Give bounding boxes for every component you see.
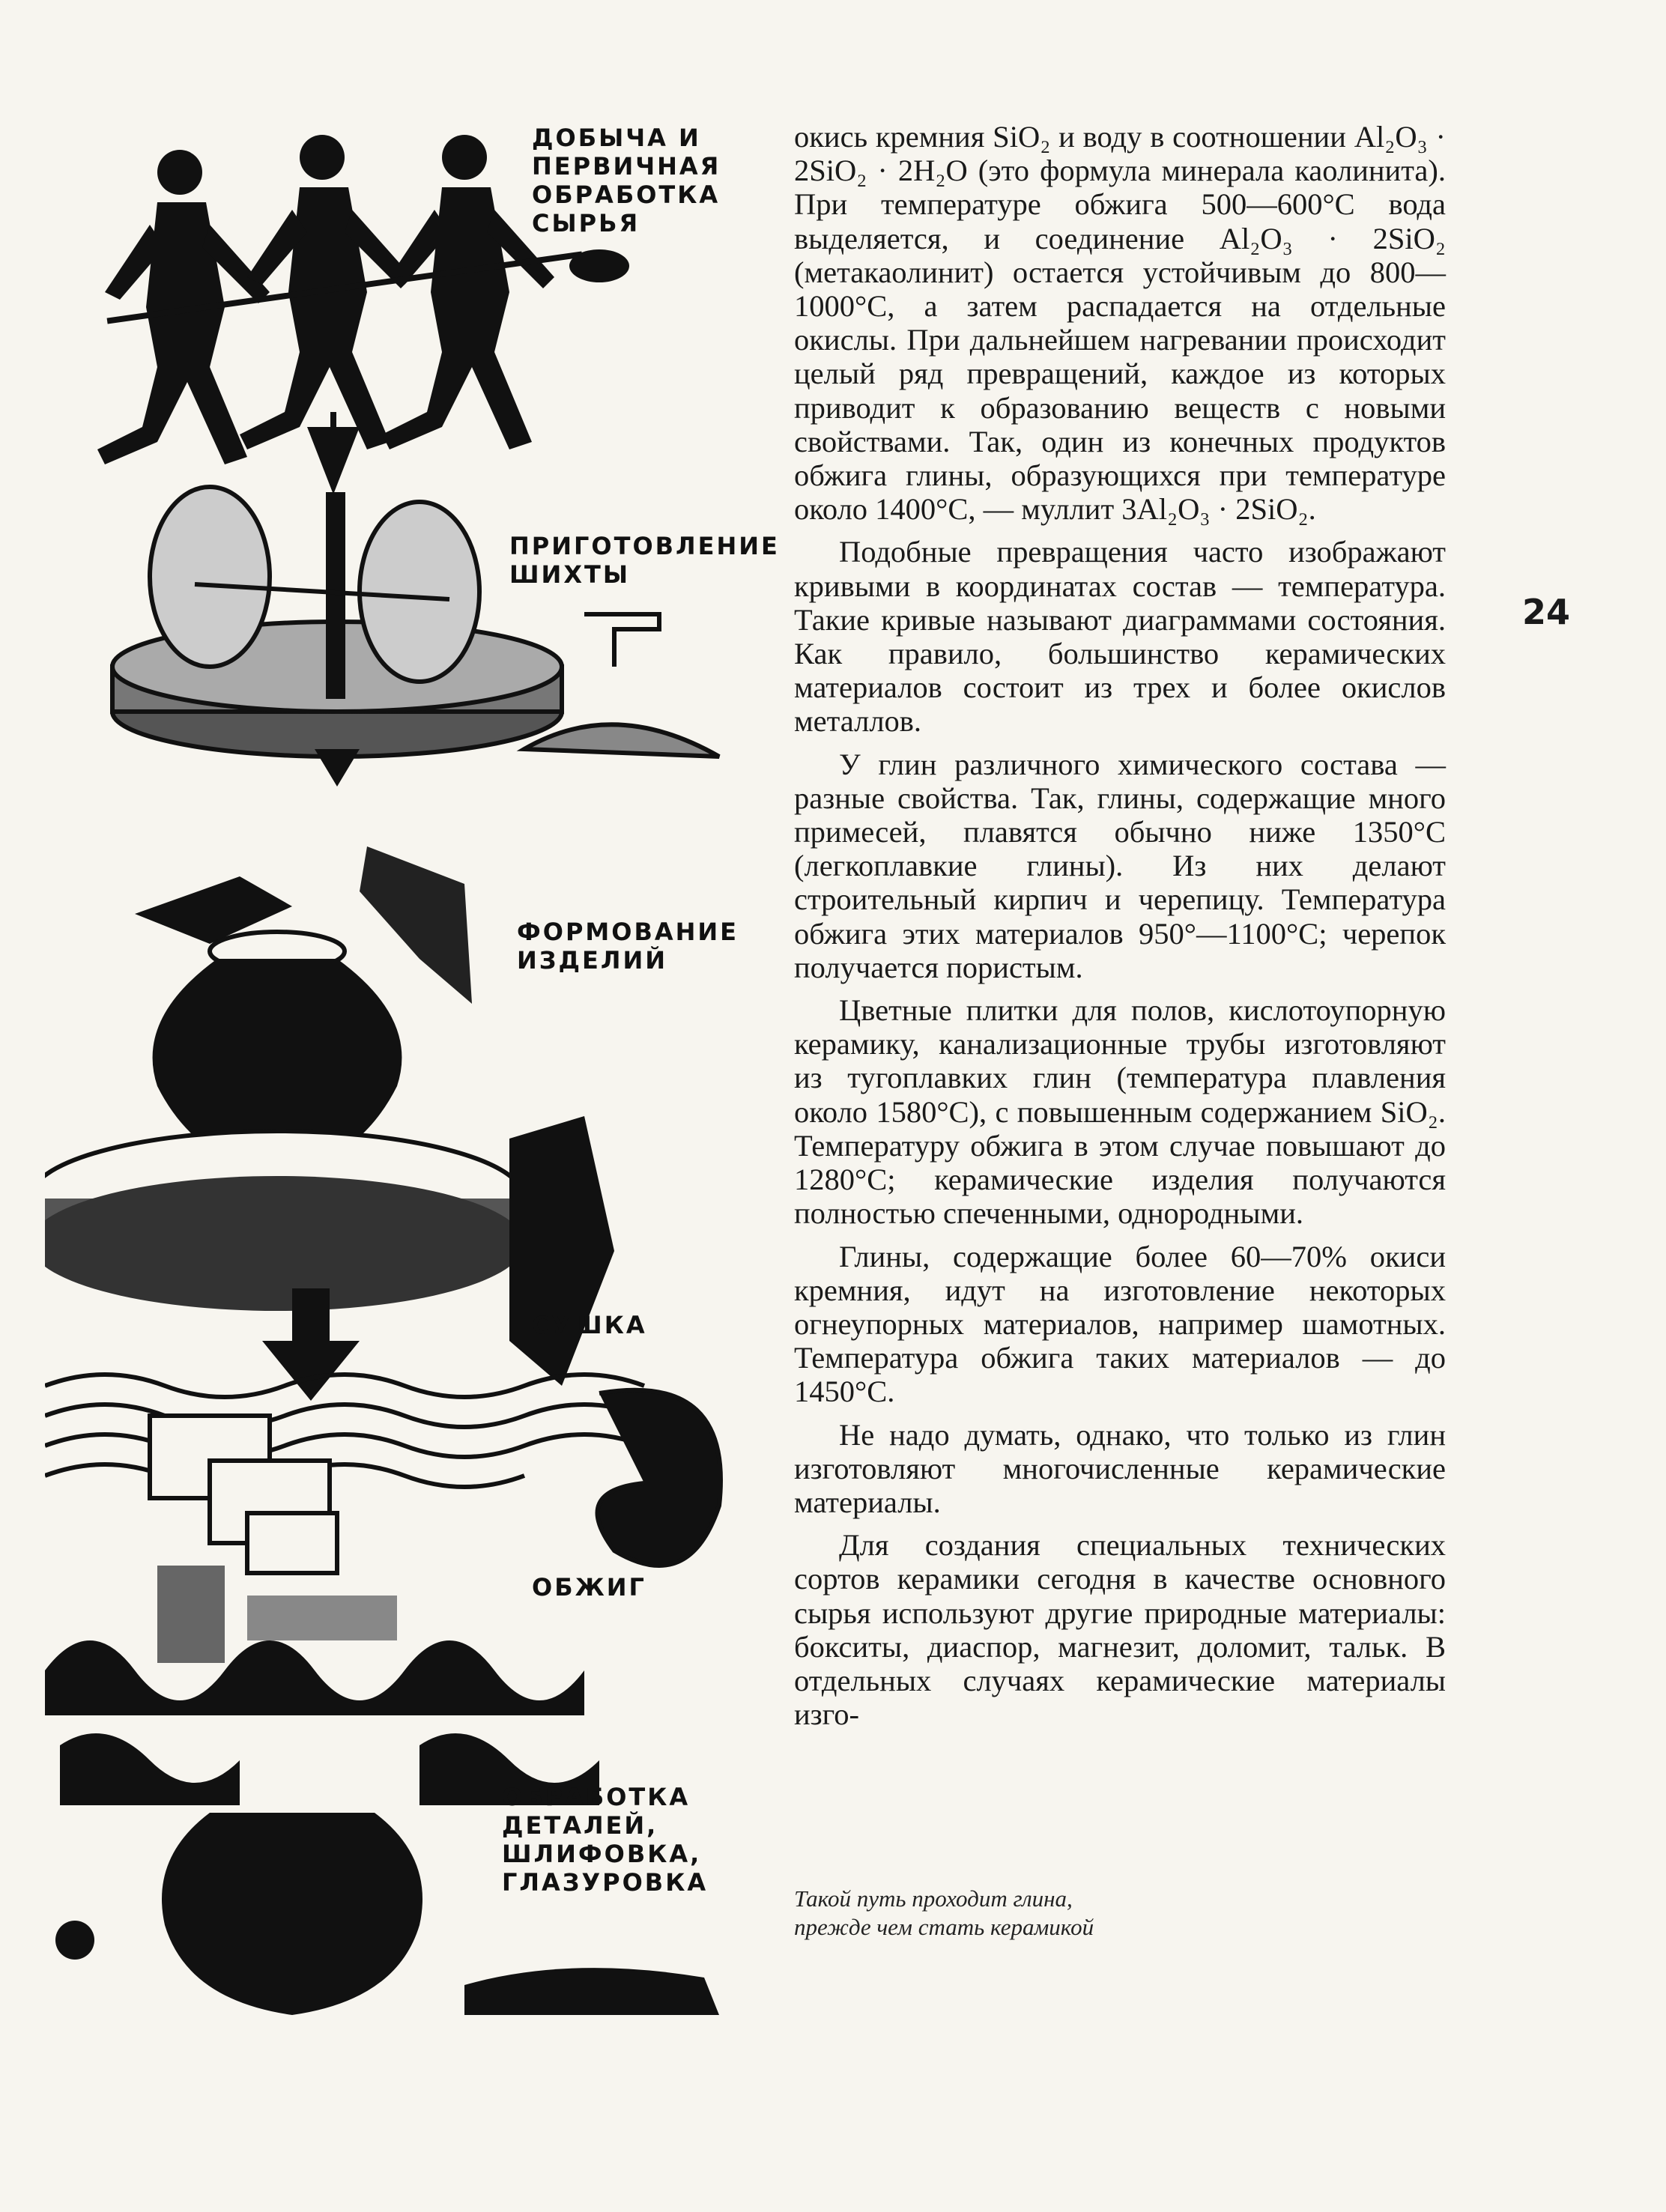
article-paragraph: Для создания специальных технических сортов керамики сегодня в качестве основного сырья используют другие природные материалы: бокситы, диаспор, магнезит, доломит, тальк. В отдельных случаях керамические материалы изго- — [794, 1528, 1446, 1732]
article-text — [794, 120, 1446, 1740]
stage-label-drying: СУШКА — [532, 1311, 647, 1339]
millstone-figure — [112, 487, 719, 757]
article-paragraph: Цветные плитки для полов, кислотоупорную керамику, канализационные трубы изготовляют из тугоплавких глин (температура плавления около 1580°С), с повышенным содержанием SiO₂. Температуру обжига в этом случае повышают до 1280°С; керамические изделия получаются полностью спеченными, однородными. — [794, 993, 1446, 1231]
stage-label-finishing: ОБРАБОТКА ДЕТАЛЕЙ, ШЛИФОВКА, ГЛАЗУРОВКА — [502, 1783, 709, 1897]
clay-process-illustration — [45, 97, 764, 2015]
flow-arrow — [307, 427, 360, 494]
drying-bricks-figure — [45, 1375, 721, 1573]
article-paragraph: Не надо думать, однако, что только из глин изготовляют многочисленные керамические материалы. — [794, 1417, 1446, 1519]
article-paragraph: У глин различного химического состава — разные свойства. Так, глины, содержащие много примесей, плавятся обычно ниже 1350°С (легкоплавкие глины). Из них делают строительный кирпич и черепицу. Температура обжига этих материалов 950°—1100°С; черепок получается пористым. — [794, 747, 1446, 984]
figure-caption: Такой путь проходит глина, прежде чем стать керамикой — [794, 1885, 1094, 1940]
article-paragraph: Глины, содержащие более 60—70% окиси кремния, идут на изготовление некоторых огнеупорных материалов, например шамотных. Температура обжига таких материалов — до 1450°С. — [794, 1239, 1446, 1409]
firing-figure — [45, 1566, 599, 1805]
stage-label-forming: ФОРМОВАНИЕ ИЗДЕЛИЙ — [517, 918, 739, 975]
stage-label-firing: ОБЖИГ — [532, 1573, 646, 1602]
stage-label-batch: ПРИГОТОВЛЕНИЕ ШИХТЫ — [509, 532, 780, 589]
article-paragraph: окись кремния SiO₂ и воду в соотношении Al₂O₃ · 2SiO₂ · 2H₂O (это формула минерала каолинита). При температуре обжига 500—600°С вода выделяется, и соединение Al₂O₃ · 2SiO₂ (метакаолинит) остается устойчивым до 800—1000°С, а затем распадается на отдельные окислы. При дальнейшем нагревании происходит целый ряд превращений, каждое из которых приводит к образованию веществ с новыми свойствами. Так, один из конечных продуктов обжига глины, образующихся при температуре около 1400°С, — муллит 3Al₂O₃ · 2SiO₂. — [794, 120, 1446, 527]
page-number: 24 — [1522, 592, 1571, 632]
stage-label-mining: ДОБЫЧА И ПЕРВИЧНАЯ ОБРАБОТКА СЫРЬЯ — [532, 124, 721, 237]
article-paragraph: Подобные превращения часто изображают кривыми в координатах состав — температура. Такие кривые называют диаграммами состояния. Как правило, большинство керамических материалов состоит из трех и более окислов металлов. — [794, 535, 1446, 739]
